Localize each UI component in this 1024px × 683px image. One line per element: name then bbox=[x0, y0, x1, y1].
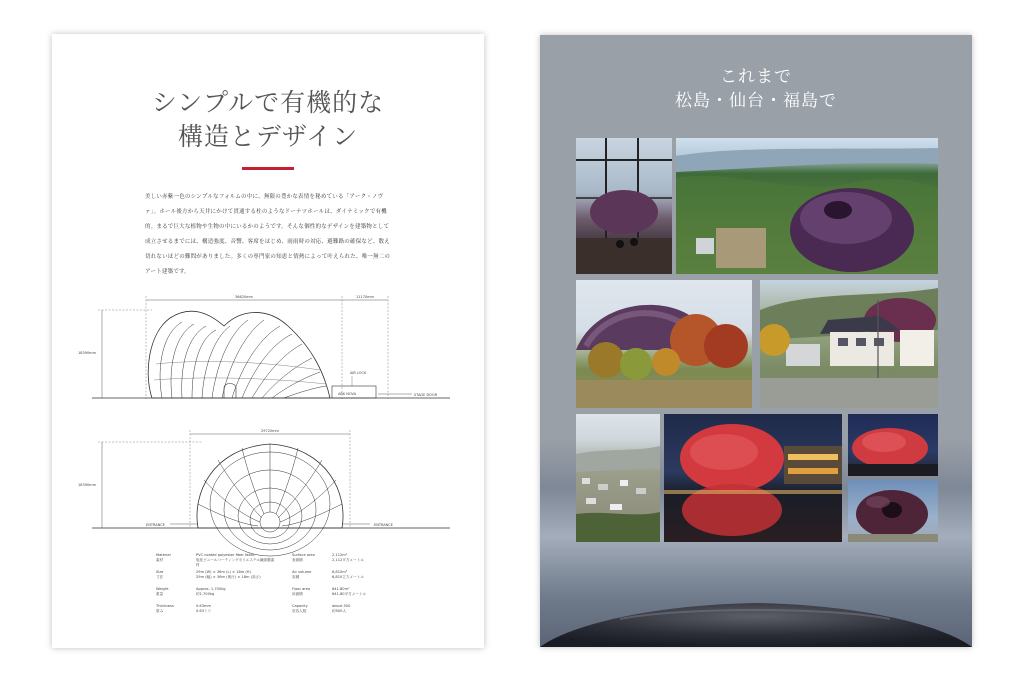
photo-fukushima-houses bbox=[760, 280, 938, 408]
spec-row bbox=[156, 553, 276, 565]
spec-label: Capacity bbox=[292, 604, 308, 608]
spec-value-jp: 2,112平方メートル bbox=[332, 558, 364, 562]
spec-value: 29m (W) × 36m (L) × 18m (H) bbox=[196, 570, 251, 574]
photo-aerial-matsushima bbox=[676, 138, 938, 274]
spec-row bbox=[156, 604, 276, 616]
spec-label: Material bbox=[156, 553, 171, 557]
elevation-drawing bbox=[92, 296, 450, 399]
entrance-right-label: ENTRANCE bbox=[374, 523, 393, 527]
spec-value-jp: 641.80平方メートル bbox=[332, 592, 367, 596]
spec-row bbox=[292, 553, 412, 565]
photo-interior bbox=[576, 138, 672, 274]
air-lock-label: AIR LOCK bbox=[350, 371, 367, 375]
spec-value: 6,810m³ bbox=[332, 570, 348, 574]
dome-closeup bbox=[540, 555, 972, 647]
spec-row bbox=[292, 570, 412, 582]
right-page bbox=[540, 35, 972, 647]
spec-value: 0.63mm bbox=[196, 604, 212, 608]
photo-city-view bbox=[576, 414, 660, 542]
spec-table-left bbox=[156, 553, 276, 633]
spec-label-jp: 厚み bbox=[156, 609, 164, 613]
section-height-dim: 18390mm bbox=[78, 483, 96, 487]
spec-label-jp: 素材 bbox=[156, 558, 164, 562]
spec-value: about 500 bbox=[332, 604, 351, 608]
spec-label: Size bbox=[156, 570, 164, 574]
spec-row bbox=[156, 587, 276, 599]
section-drawing bbox=[92, 430, 450, 556]
spec-label-jp: 寸法 bbox=[156, 575, 164, 579]
left-page bbox=[52, 34, 484, 648]
spec-value: Approx. 1,700kg bbox=[196, 587, 226, 591]
spec-row bbox=[156, 570, 276, 582]
spec-value-jp: 6,810立方メートル bbox=[332, 575, 364, 579]
spec-value: 2,112m² bbox=[332, 553, 348, 557]
spec-value: PVC coated polyester fiber fabric bbox=[196, 553, 256, 557]
spec-label: Weight bbox=[156, 587, 169, 591]
spec-row bbox=[292, 604, 412, 616]
spec-value-jp: 約500人 bbox=[332, 609, 347, 613]
spec-value: 641.80m² bbox=[332, 587, 350, 591]
body-text: 美しい赤紫一色のシンプルなフォルムの中に、無限の豊かな表情を秘めている「アーク・ノヴァ」。ホール後方から天井にかけて貫通する柱のようなドーナツホールは、ダイナミックで有機的。まるで巨大な植物や生物の中にいるかのようです。そんな個性的なデザインを建築物として成立させるまでには、構造強度、音響、客席をはじめ、雨雨時の対応、避難路の確保など、数え切れないほどの難問がありました。多くの専門家の知恵と情熱によって叶えられた、唯一無二のアート建築です。 bbox=[145, 194, 391, 275]
ark-nova-label: ARK NOVA bbox=[338, 392, 357, 396]
elevation-height-dim: 18390mm bbox=[78, 351, 96, 355]
photo-red-dome-night bbox=[664, 414, 842, 542]
spec-row bbox=[292, 587, 412, 599]
elevation-width-dim: 36620mm bbox=[235, 295, 253, 299]
spec-label: Surface area bbox=[292, 553, 315, 557]
spec-value-jp: 約1,700kg bbox=[196, 592, 215, 596]
spec-label-jp: 表面積 bbox=[292, 558, 303, 562]
spec-label-jp: 重量 bbox=[156, 592, 164, 596]
stage-door-label: STAGE DOOR bbox=[414, 393, 438, 397]
spec-table-right bbox=[292, 553, 412, 633]
spec-label: Thickness bbox=[156, 604, 174, 608]
spec-label-jp: 床面積 bbox=[292, 592, 303, 596]
spec-value-jp: 29m (幅) × 36m (奥行) × 18m (高さ) bbox=[196, 575, 261, 579]
page-title: シンプルで有機的な 構造とデザイン bbox=[151, 88, 385, 151]
section-width-dim: 29720mm bbox=[261, 429, 279, 433]
spec-label-jp: 容積 bbox=[292, 575, 300, 579]
spec-label-jp: 収容人数 bbox=[292, 609, 307, 613]
elevation-right-dim: 11170mm bbox=[356, 295, 374, 299]
spec-value-jp: 0.63ミリ bbox=[196, 609, 212, 613]
spec-value-jp: 塩化ビニールコーティングポリエステル繊維膜素材 bbox=[196, 558, 275, 567]
entrance-left-label: ENTRANCE bbox=[146, 523, 165, 527]
spec-label: Air volume bbox=[292, 570, 312, 574]
photo-donut-dome bbox=[848, 480, 938, 542]
photo-autumn-dome bbox=[576, 280, 752, 408]
spec-label: Floor area bbox=[292, 587, 311, 591]
photo-red-dome-small bbox=[848, 414, 938, 476]
page-title: これまで 松島・仙台・福島で bbox=[675, 67, 837, 111]
